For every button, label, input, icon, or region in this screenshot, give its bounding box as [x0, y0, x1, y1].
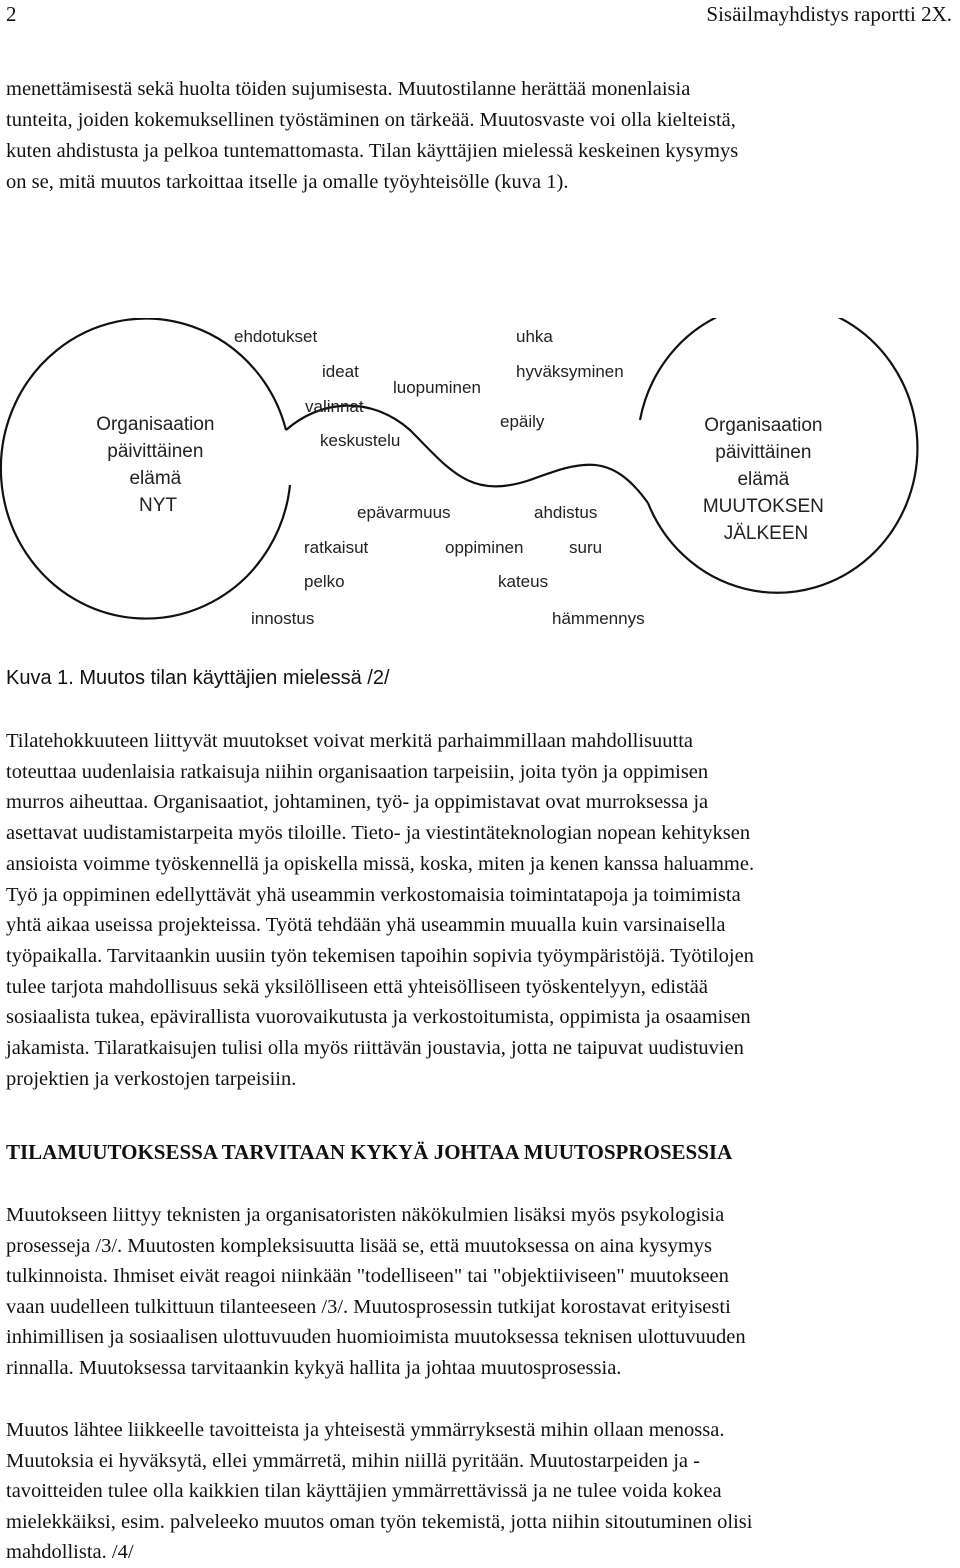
word-ideat: ideat [322, 362, 359, 381]
text-line: mahdollista. /4/ [6, 1541, 134, 1564]
right-circle-label: Organisaation päivittäinen elämä MUUTOKSEN JÄLKEEN [702, 415, 824, 544]
section-heading: TILAMUUTOKSESSA TARVITAAN KYKYÄ JOHTAA MUUTOSPROSESSIA [6, 1140, 733, 1164]
text-line: sosiaalista tukea, epävirallista vuorovaikutusta ja verkostoitumista, oppimista ja osaamisen [6, 1006, 751, 1029]
word-hyvaksyminen: hyväksyminen [516, 362, 624, 381]
word-keskustelu: keskustelu [320, 431, 401, 450]
text-line: projektien ja verkostojen tarpeisiin. [6, 1067, 297, 1090]
left-circle-label: Organisaation päivittäinen elämä NYT [96, 414, 215, 516]
intro-paragraph [6, 74, 954, 198]
text-line: Muutokseen liittyy teknisten ja organisatoristen näkökulmien lisäksi myös psykologisia [6, 1204, 725, 1226]
text-line: Työ ja oppiminen edellyttävät yhä useammin verkostomaisia toimintatapoja ja toimimista [6, 883, 741, 906]
text-line: yhtä aikaa useissa projekteissa. Työtä tehdään yhä useammin muualla kuin varsinaisella [6, 914, 726, 937]
text-line: ansioista voimme työskennellä ja opiskella missä, koska, miten ja kenen kanssa haluamme. [6, 852, 755, 875]
word-epaily: epäily [500, 412, 545, 431]
change-diagram [0, 318, 960, 638]
text-line: murros aiheuttaa. Organisaatiot, johtaminen, työ- ja oppimistavat ovat murroksessa ja [6, 791, 709, 814]
wave-line [286, 406, 648, 503]
text-line: työpaikalla. Tarvitaankin uusiin työn tekemisen tapoihin sopivia työympäristöjä. Työtilojen [6, 944, 754, 967]
text-line: Muutos lähtee liikkeelle tavoitteista ja yhteisestä ymmärryksestä mihin ollaan menossa. [6, 1419, 725, 1441]
text-line: menettämisestä sekä huolta töiden sujumisesta. Muutostilanne herättää monenlaisia [6, 78, 691, 100]
page-number: 2 [6, 2, 17, 26]
text-line: asettavat uudistamistarpeita myös tiloille. Tieto- ja viestintäteknologian nopean kehityksen [6, 822, 751, 845]
body-paragraph-1 [6, 726, 954, 1094]
text-line: mielekkäiksi, esim. palveleeko muutos oman työn tekemistä, jotta niihin sitoutuminen olisi [6, 1510, 753, 1533]
word-oppiminen: oppiminen [445, 538, 524, 557]
text-line: Tilatehokkuuteen liittyvät muutokset voivat merkitä parhaimmillaan mahdollisuutta [6, 730, 694, 752]
word-kateus: kateus [498, 572, 549, 591]
word-epavarmuus: epävarmuus [357, 503, 451, 522]
text-line: inhimillisen ja sosiaalisen ulottuvuuden huomioimista muutoksessa teknisen ulottuvuuden [6, 1326, 746, 1349]
text-line: toteuttaa uudenlaisia ratkaisuja niihin organisaation tarpeisiin, joita työn ja oppimisen [6, 760, 709, 783]
word-ratkaisut: ratkaisut [304, 538, 369, 557]
text-line: rinnalla. Muutoksessa tarvitaankin kykyä hallita ja johtaa muutosprosessia. [6, 1356, 622, 1379]
running-title: Sisäilmayhdistys raportti 2X. [706, 2, 952, 26]
word-ahdistus: ahdistus [534, 503, 598, 522]
word-luopuminen: luopuminen [393, 378, 481, 397]
text-line: vaan uudelleen tulkittuun tilanteeseen /3/. Muutosprosessin tutkijat korostavat erityisesti [6, 1295, 731, 1318]
word-uhka: uhka [516, 327, 553, 346]
text-line: tavoitteiden tulee olla kaikkien tilan käyttäjien ymmärrettävissä ja ne tulee voida kokea [6, 1480, 722, 1503]
body-paragraph-2 [6, 1200, 954, 1384]
text-line: prosesseja /3/. Muutosten kompleksisuutta lisää se, että muutoksessa on aina kysymys [6, 1234, 713, 1257]
word-suru: suru [569, 538, 603, 557]
word-ehdotukset: ehdotukset [234, 327, 318, 346]
word-pelko: pelko [304, 572, 345, 591]
text-line: kuten ahdistusta ja pelkoa tuntemattomasta. Tilan käyttäjien mielessä keskeinen kysymys [6, 140, 739, 162]
word-innostus: innostus [251, 609, 315, 628]
word-valinnat: valinnat [305, 397, 364, 416]
text-line: tunteita, joiden kokemuksellinen työstäminen on tärkeää. Muutosvaste voi olla kielteistä, [6, 109, 736, 131]
text-line: jakamista. Tilaratkaisujen tulisi olla myös riittävän joustavia, jotta ne taipuvat uudistuvien [6, 1037, 744, 1060]
page-header [0, 0, 960, 28]
body-paragraph-3 [6, 1415, 954, 1568]
text-line: tulee tarjota mahdollisuus sekä yksilölliseen että yhteisölliseen työskentelyyn, edistää [6, 975, 708, 998]
text-line: on se, mitä muutos tarkoittaa itselle ja omalle työyhteisölle (kuva 1). [6, 171, 569, 193]
figure-caption: Kuva 1. Muutos tilan käyttäjien mielessä /2/ [6, 667, 390, 689]
text-line: Muutoksia ei hyväksytä, ellei ymmärretä, mihin niillä pyritään. Muutostarpeiden ja - [6, 1449, 700, 1472]
text-line: tulkinnoista. Ihmiset eivät reagoi niinkään "todelliseen" tai "objektiiviseen" muutokseen [6, 1265, 729, 1288]
word-hammennys: hämmennys [552, 609, 645, 628]
